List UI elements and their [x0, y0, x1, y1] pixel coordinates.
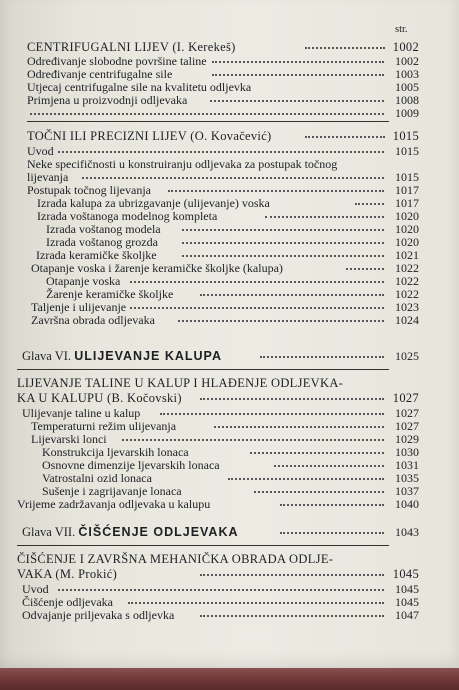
dot-leader — [212, 61, 384, 63]
page-column-label: str. — [395, 24, 408, 35]
toc-entry — [0, 67, 459, 81]
page-number: 1025 — [395, 349, 419, 363]
toc-entry — [0, 235, 459, 249]
page-number: 1045 — [392, 567, 419, 581]
section-heading — [0, 129, 459, 143]
section-heading-text: CENTRIFUGALNI LIJEV (I. Kerekeš) — [27, 40, 236, 54]
dot-leader — [168, 190, 384, 192]
page-number: 1040 — [395, 497, 419, 511]
dot-leader — [58, 589, 384, 591]
toc-entry — [0, 432, 459, 446]
toc-entry-text: lijevanja — [27, 170, 69, 184]
toc-entry — [0, 497, 459, 511]
toc-entry-text: Temperaturni režim ulijevanja — [31, 419, 177, 433]
chapter-label: Glava VII. — [22, 525, 76, 539]
dot-leader — [280, 532, 384, 534]
dot-leader — [305, 136, 385, 138]
page-number: 1005 — [395, 80, 419, 94]
section-heading-line2 — [0, 391, 459, 405]
page-number: 1047 — [395, 608, 419, 622]
section-heading-line1 — [0, 552, 459, 566]
toc-entry — [0, 106, 459, 120]
chapter-title: ULIJEVANJE KALUPA — [74, 349, 222, 363]
toc-entry — [0, 170, 459, 184]
dot-leader — [130, 281, 384, 283]
page-number: 1031 — [395, 458, 419, 472]
toc-entry-text: Ulijevanje taline u kalup — [22, 406, 141, 420]
page-number: 1022 — [395, 287, 419, 301]
toc-entry — [0, 54, 459, 68]
dot-leader — [182, 229, 384, 231]
section-heading-line2-text: VAKA (M. Prokić) — [17, 567, 118, 581]
page-number: 1021 — [395, 248, 419, 262]
dot-leader — [200, 574, 384, 576]
chapter-rule — [17, 545, 389, 546]
dot-leader — [265, 216, 384, 218]
toc-entry-text: Čišćenje odljevaka — [22, 595, 113, 609]
toc-entry-text: Izrada voštanog modela — [46, 222, 161, 236]
toc-entry-text: Uvod — [22, 582, 49, 596]
section-rule — [27, 121, 389, 122]
dot-leader — [250, 452, 384, 454]
section-heading-line2-text: KA U KALUPU (B. Kočovski) — [17, 391, 182, 405]
dot-leader — [200, 615, 384, 617]
toc-entry — [0, 484, 459, 498]
page-number: 1020 — [395, 209, 419, 223]
toc-entry-text: Vrijeme zadržavanja odljevaka u kalupu — [17, 497, 211, 511]
toc-entry — [0, 144, 459, 158]
page-number: 1017 — [395, 196, 419, 210]
dot-leader — [260, 356, 384, 358]
toc-entry-text: Taljenje i ulijevanje — [31, 300, 127, 314]
toc-entry — [0, 261, 459, 275]
toc-entry-text: Određivanje slobodne površine taline — [27, 54, 207, 68]
chapter-heading-text — [22, 349, 222, 363]
dot-leader — [305, 47, 385, 49]
page-number: 1008 — [395, 93, 419, 107]
section-heading-line2 — [0, 567, 459, 581]
chapter-heading — [0, 349, 459, 363]
toc-entry — [0, 93, 459, 107]
toc-entry-text: Postupak točnog lijevanja — [27, 183, 151, 197]
toc-entry-text: Odvajanje priljevaka s odljevka — [22, 608, 175, 622]
toc-entry — [0, 274, 459, 288]
toc-entry — [0, 248, 459, 262]
dot-leader — [122, 439, 384, 441]
toc-entry-text: Utjecaj centrifugalne sile na kvalitetu odljevka — [27, 80, 252, 94]
page-number: 1037 — [395, 484, 419, 498]
chapter-rule — [17, 369, 389, 370]
toc-entry-text: Izrada voštanoga modelnog kompleta — [37, 209, 218, 223]
section-heading-line1 — [0, 376, 459, 390]
page-number: 1002 — [392, 40, 419, 54]
toc-entry — [0, 300, 459, 314]
page-number: 1045 — [395, 595, 419, 609]
chapter-heading-text — [22, 525, 239, 539]
page-number: 1027 — [395, 406, 419, 420]
dot-leader — [254, 491, 384, 493]
toc-entry-text: Primjena u proizvodnji odljevaka — [27, 93, 188, 107]
page-number: 1030 — [395, 445, 419, 459]
page-number: 1023 — [395, 300, 419, 314]
toc-entry — [0, 287, 459, 301]
toc-entry-text: Konstrukcija ljevarskih lonaca — [42, 445, 189, 459]
toc-entry-text: Određivanje centrifugalne sile — [27, 67, 173, 81]
toc-entry — [0, 313, 459, 327]
toc-entry — [0, 222, 459, 236]
toc-entry-text: Lijevarski lonci — [31, 432, 107, 446]
toc-entry-text: Žarenje keramičke školjke — [46, 287, 174, 301]
page-number: 1029 — [395, 432, 419, 446]
page-number: 1027 — [395, 419, 419, 433]
page-number: 1009 — [395, 106, 419, 120]
page-number: 1017 — [395, 183, 419, 197]
page-number: 1024 — [395, 313, 419, 327]
page-number: 1015 — [395, 144, 419, 158]
page-number: 1020 — [395, 235, 419, 249]
toc-entry — [0, 196, 459, 210]
section-heading-text: TOČNI ILI PRECIZNI LIJEV (O. Kovačević) — [27, 129, 272, 143]
chapter-title: ČIŠĆENJE ODLJEVAKA — [78, 525, 239, 539]
dot-leader — [200, 398, 384, 400]
dot-leader — [182, 255, 384, 257]
toc-entry-text: Završna obrada odljevaka — [31, 313, 155, 327]
chapter-label: Glava VI. — [22, 349, 72, 363]
dot-leader — [58, 151, 384, 153]
dot-leader — [130, 307, 384, 309]
toc-entry — [0, 406, 459, 420]
page-number: 1002 — [395, 54, 419, 68]
dot-leader — [160, 413, 384, 415]
toc-entry-text: Izrada keramičke školjke — [36, 248, 157, 262]
toc-entry-text: Vatrostalni ozid lonaca — [42, 471, 152, 485]
dot-leader — [200, 294, 384, 296]
toc-entry-text: Izrada voštanog grozda — [46, 235, 158, 249]
page-number: 1027 — [392, 391, 419, 405]
toc-entry — [0, 419, 459, 433]
toc-entry-text: Osnovne dimenzije ljevarskih lonaca — [42, 458, 220, 472]
dot-leader — [128, 602, 384, 604]
toc-entry — [0, 582, 459, 596]
toc-entry — [0, 157, 459, 171]
dot-leader — [30, 113, 384, 115]
toc-entry-text: Otapanje voska i žarenje keramičke školjke (kalupa) — [31, 261, 283, 275]
page-number: 1043 — [395, 525, 419, 539]
page-number: 1015 — [392, 129, 419, 143]
dot-leader — [182, 242, 384, 244]
toc-entry — [0, 80, 459, 94]
page-number: 1035 — [395, 471, 419, 485]
toc-entry — [0, 458, 459, 472]
page-number: 1015 — [395, 170, 419, 184]
section-heading-line1-text: ČIŠĆENJE I ZAVRŠNA MEHANIČKA OBRADA ODLJE- — [17, 552, 334, 566]
toc-entry — [0, 471, 459, 485]
page-number: 1045 — [395, 582, 419, 596]
toc-entry-text: Otapanje voska — [46, 274, 121, 288]
toc-entry — [0, 608, 459, 622]
page-number: 1003 — [395, 67, 419, 81]
toc-entry — [0, 445, 459, 459]
dot-leader — [274, 465, 384, 467]
page-number: 1022 — [395, 274, 419, 288]
section-heading-line1-text: LIJEVANJE TALINE U KALUP I HLAĐENJE ODLJEVKA- — [17, 376, 344, 390]
dot-leader — [178, 320, 384, 322]
dot-leader — [228, 478, 384, 480]
dot-leader — [212, 74, 384, 76]
dot-leader — [355, 203, 384, 205]
chapter-heading — [0, 525, 459, 539]
toc-entry — [0, 209, 459, 223]
page-number: 1022 — [395, 261, 419, 275]
dot-leader — [280, 504, 384, 506]
toc-entry-text: Sušenje i zagrijavanje lonaca — [42, 484, 182, 498]
toc-entry-text: Neke specifičnosti u konstruiranju odljevaka za postupak točnog — [27, 157, 338, 171]
dot-leader — [82, 177, 384, 179]
section-heading — [0, 40, 459, 54]
page-number: 1020 — [395, 222, 419, 236]
toc-entry — [0, 183, 459, 197]
dot-leader — [214, 426, 384, 428]
dot-leader — [210, 100, 384, 102]
toc-entry-text: Izrada kalupa za ubrizgavanje (ulijevanje) voska — [37, 196, 270, 210]
dot-leader — [346, 268, 384, 270]
toc-entry-text: Uvod — [27, 144, 54, 158]
toc-entry — [0, 595, 459, 609]
